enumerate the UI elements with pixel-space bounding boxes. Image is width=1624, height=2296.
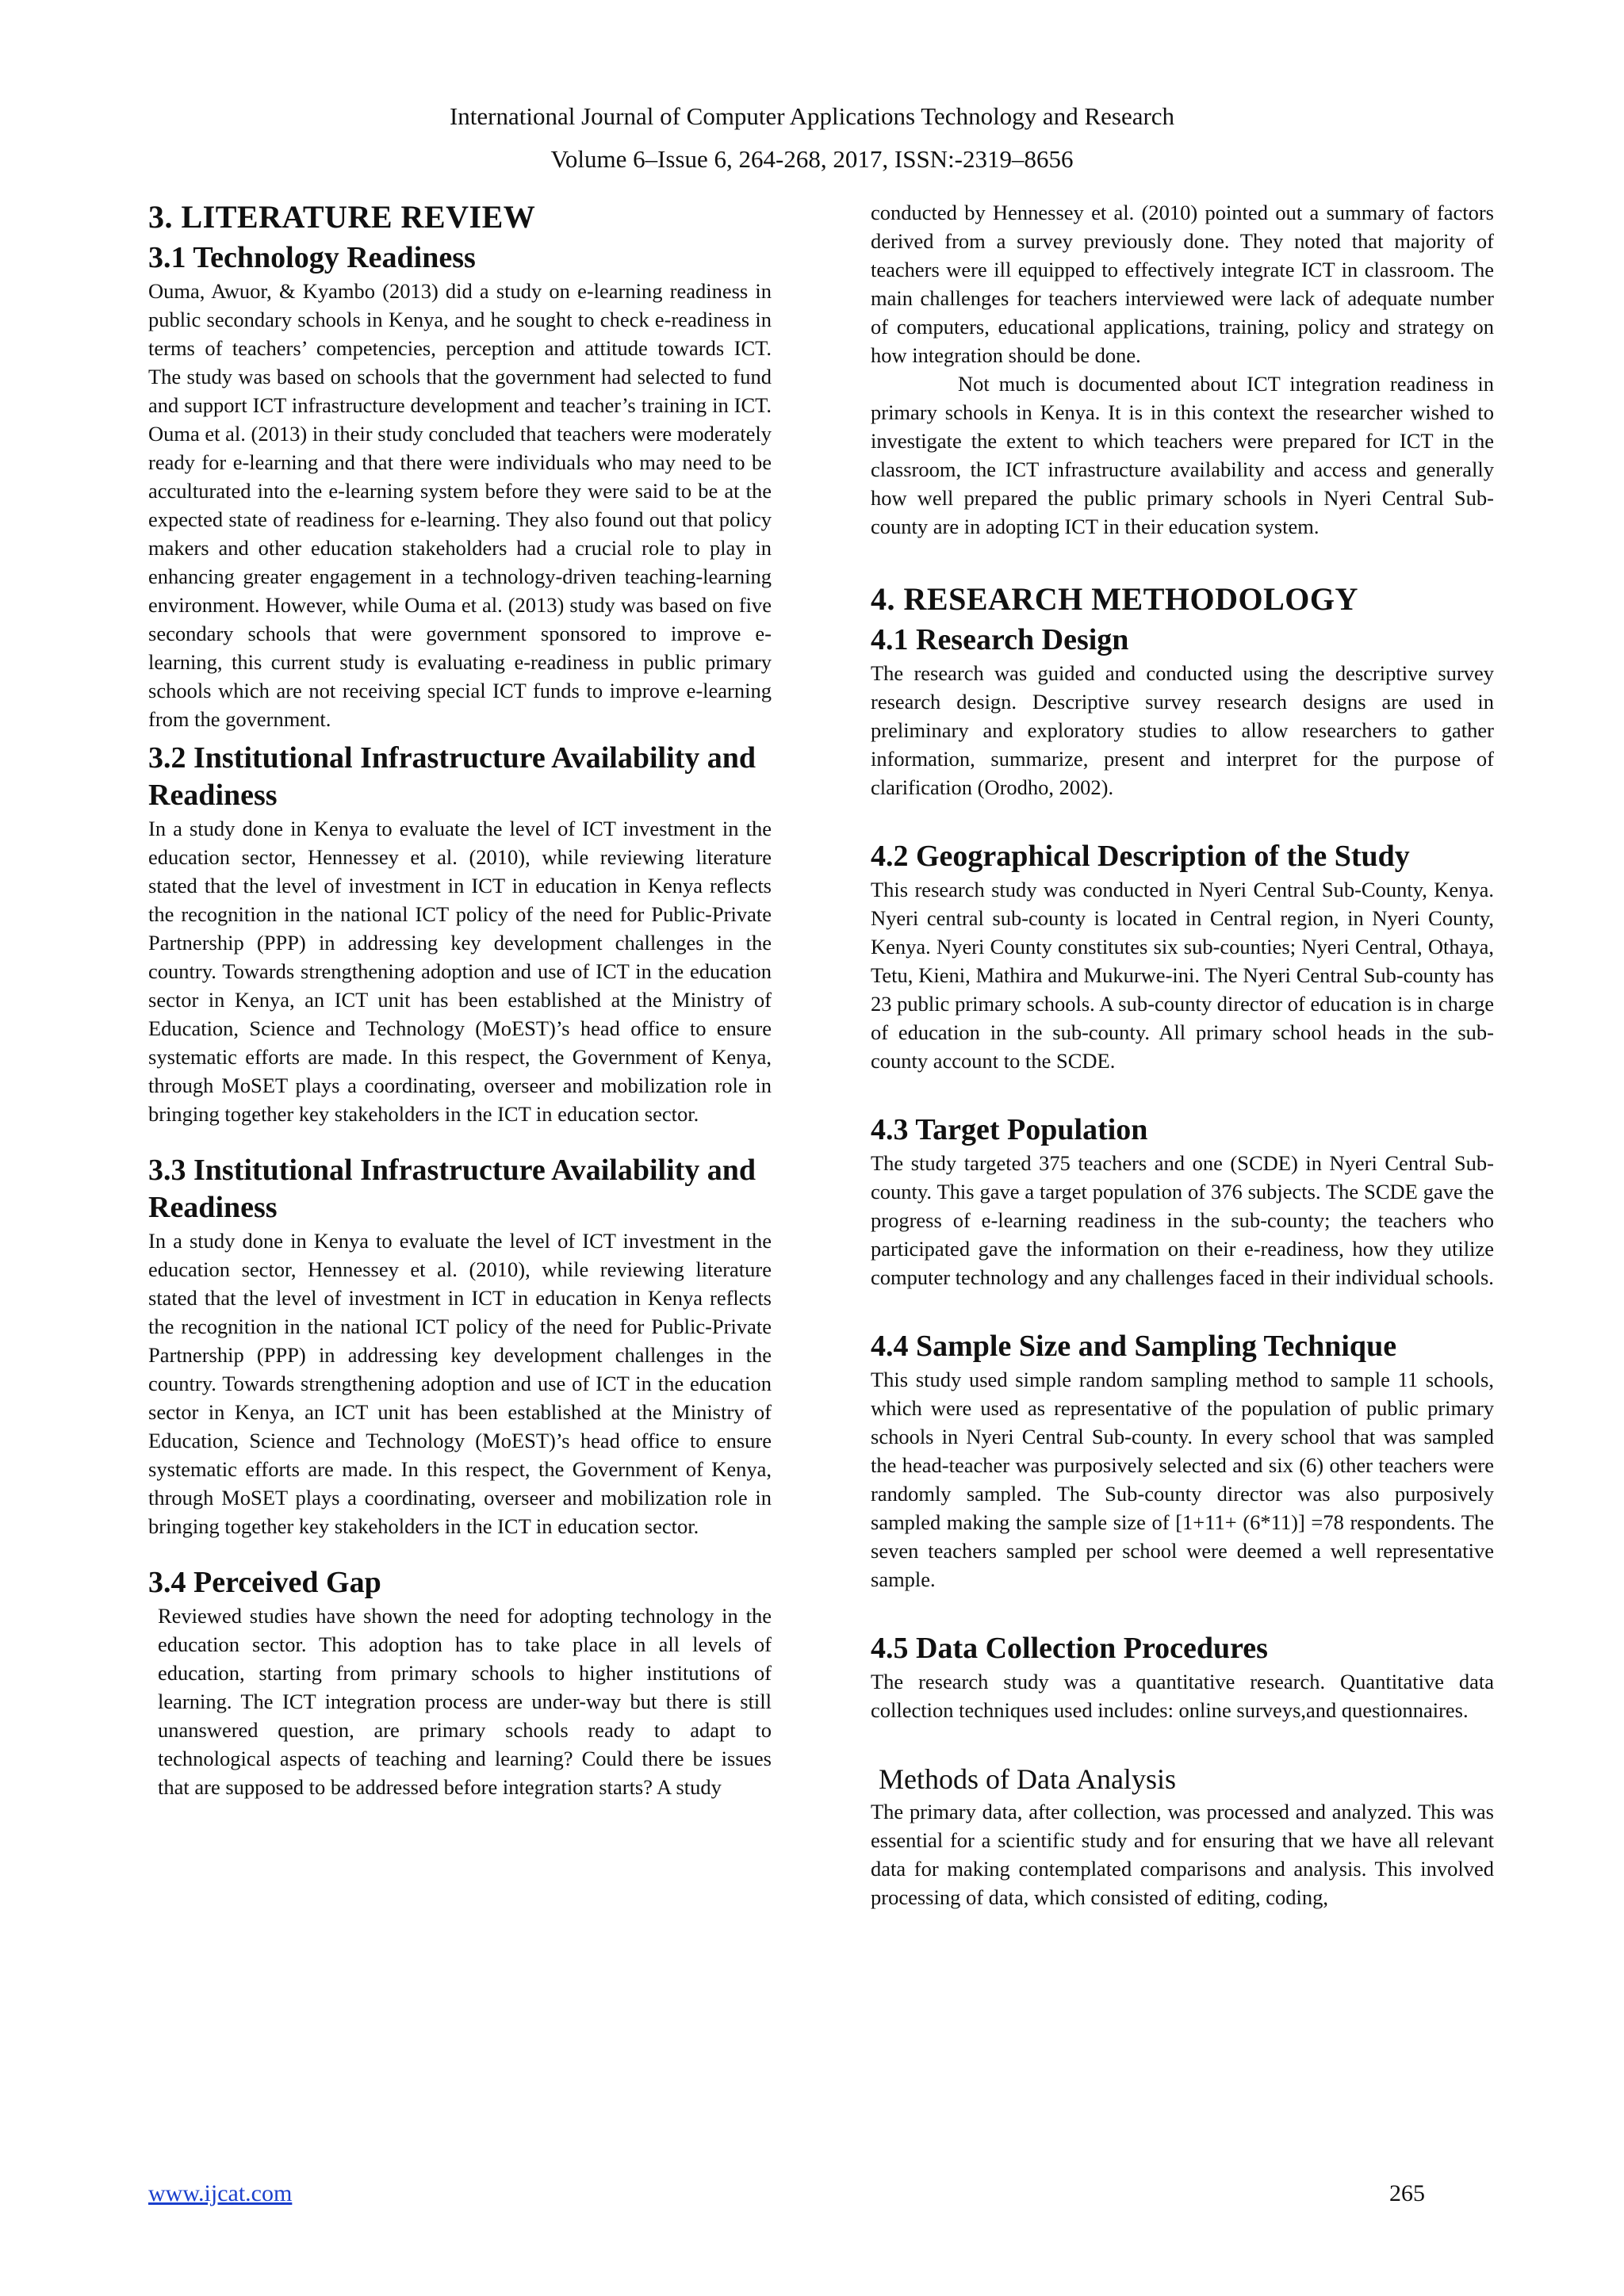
journal-title: International Journal of Computer Applications Technology and Research	[449, 102, 1175, 130]
section-4-2-paragraph: This research study was conducted in Nyeri Central Sub-County, Kenya. Nyeri central sub-county is located in Central region, in Nyeri County, Kenya. Nyeri County constitutes six sub-counties; Nyeri Central, Othaya, Tetu, Kieni, Mathira and Mukurwe-ini. The Nyeri Central Sub-county has 23 public primary schools. A sub-county director of education is in charge of education in the sub-county. All primary school heads in the sub-county account to the SCDE.	[871, 878, 1494, 1073]
journal-header	[0, 95, 1624, 181]
section-4-2-heading: 4.2 Geographical Description of the Study	[871, 840, 1410, 873]
section-4-4-heading: 4.4 Sample Size and Sampling Technique	[871, 1330, 1397, 1363]
section-3-2-paragraph: In a study done in Kenya to evaluate the level of ICT investment in the education sector, Hennessey et al. (2010), while reviewing literature stated that the level of investment in ICT in education in Kenya reflects the recognition in the national ICT policy of the need for Public-Private Partnership (PPP) in addressing key development challenges in the country. Towards strengthening adoption and use of ICT in the education sector in Kenya, an ICT unit has been established at the Ministry of Education, Science and Technology (MoEST)’s head office to ensure systematic efforts are made. In this respect, the Government of Kenya, through MoSET plays a coordinating, overseer and mobilization role in bringing together key stakeholders in the ICT in education sector.	[148, 817, 772, 1126]
section-3-4-heading: 3.4 Perceived Gap	[148, 1566, 381, 1599]
section-3-4-paragraph: Reviewed studies have shown the need for adopting technology in the education sector. This adoption has to take place in all levels of education, starting from primary schools to higher institutions of learning. The ICT integration process are under-way but there is still unanswered question, are primary schools ready to adapt to technological aspects of teaching and learning? Could there be issues that are supposed to be addressed before integration starts? A study	[158, 1604, 772, 1799]
section-4-1-paragraph: The research was guided and conducted using the descriptive survey research design. Descriptive survey research designs are used in preliminary and exploratory studies to allow researchers to gather information, summarize, present and interpret for the purpose of clarification (Orodho, 2002).	[871, 661, 1494, 799]
right-column	[871, 198, 1494, 1911]
section-4-1-heading: 4.1 Research Design	[871, 623, 1129, 656]
left-column	[148, 195, 772, 1801]
section-3-3-heading: 3.3 Institutional Infrastructure Availability and Readiness	[148, 1154, 756, 1224]
page-number: 265	[1389, 2180, 1425, 2206]
section-3-1-paragraph: Ouma, Awuor, & Kyambo (2013) did a study on e-learning readiness in public secondary schools in Kenya, and he sought to check e-readiness in terms of teachers’ competencies, perception and attitude towards ICT. The study was based on schools that the government had selected to fund and support ICT infrastructure development and teacher’s training in ICT. Ouma et al. (2013) in their study concluded that teachers were moderately ready for e-learning and that there were individuals who may need to be acculturated into the e-learning system before they were said to be at the expected state of readiness for e-learning. They also found out that policy makers and other education stakeholders had a crucial role to play in enhancing greater engagement in a technology-driven teaching-learning environment. However, while Ouma et al. (2013) study was based on five secondary schools that were government sponsored to improve e-learning, this current study is evaluating e-readiness in public primary schools which are not receiving special ICT funds to improve e-learning from the government.	[148, 279, 772, 731]
continued-paragraph-2: Not much is documented about ICT integration readiness in primary schools in Kenya. It is in this context the researcher wished to investigate the extent to which teachers were prepared for ICT in the classroom, the ICT infrastructure availability and access and generally how well prepared the public primary schools in Nyeri Central Sub-county are in adopting ICT in their education system.	[871, 372, 1494, 538]
journal-volume: Volume 6–Issue 6, 264-268, 2017, ISSN:-2319–8656	[550, 145, 1074, 173]
website-link[interactable]: www.ijcat.com	[148, 2180, 293, 2206]
section-3-3-paragraph: In a study done in Kenya to evaluate the level of ICT investment in the education sector, Hennessey et al. (2010), while reviewing literature stated that the level of investment in ICT in education in Kenya reflects the recognition in the national ICT policy of the need for Public-Private Partnership (PPP) in addressing key development challenges in the country. Towards strengthening adoption and use of ICT in the education sector in Kenya, an ICT unit has been established at the Ministry of Education, Science and Technology (MoEST)’s head office to ensure systematic efforts are made. In this respect, the Government of Kenya, through MoSET plays a coordinating, overseer and mobilization role in bringing together key stakeholders in the ICT in education sector.	[148, 1229, 772, 1538]
methods-paragraph: The primary data, after collection, was processed and analyzed. This was essential for a scientific study and for ensuring that we have all relevant data for making contemplated comparisons and analysis. This involved processing of data, which consisted of editing, coding,	[871, 1800, 1494, 1909]
section-4-3-heading: 4.3 Target Population	[871, 1113, 1148, 1146]
section-4-5-paragraph: The research study was a quantitative research. Quantitative data collection techniques used includes: online surveys,and questionnaires.	[871, 1670, 1494, 1722]
methods-heading: Methods of Data Analysis	[879, 1763, 1176, 1795]
section-3-1-heading: 3.1 Technology Readiness	[148, 241, 476, 274]
section-4-5-heading: 4.5 Data Collection Procedures	[871, 1632, 1268, 1665]
continued-paragraph: conducted by Hennessey et al. (2010) pointed out a summary of factors derived from a survey previously done. They noted that majority of teachers were ill equipped to effectively integrate ICT in classroom. The main challenges for teachers interviewed were lack of adequate number of computers, educational applications, training, policy and strategy on how integration should be done.	[871, 201, 1494, 367]
section-3-heading: 3. LITERATURE REVIEW	[148, 199, 536, 235]
section-4-heading: 4. RESEARCH METHODOLOGY	[871, 581, 1358, 617]
section-4-3-paragraph: The study targeted 375 teachers and one (SCDE) in Nyeri Central Sub-county. This gave a target population of 376 subjects. The SCDE gave the progress of e-learning readiness in the sub-county; the teachers who participated gave the information on their e-readiness, how they utilize computer technology and any challenges faced in their individual schools.	[871, 1151, 1494, 1289]
section-4-4-paragraph: This study used simple random sampling method to sample 11 schools, which were used as representative of the population of public primary schools in Nyeri Central Sub-county. In every school that was sampled the head-teacher was purposively selected and six (6) other teachers were randomly sampled. The Sub-county director was also purposively sampled making the sample size of [1+11+ (6*11)] =78 respondents. The seven teachers sampled per school were deemed a well representative sample.	[871, 1368, 1494, 1591]
section-3-2-heading: 3.2 Institutional Infrastructure Availability and Readiness	[148, 741, 756, 812]
